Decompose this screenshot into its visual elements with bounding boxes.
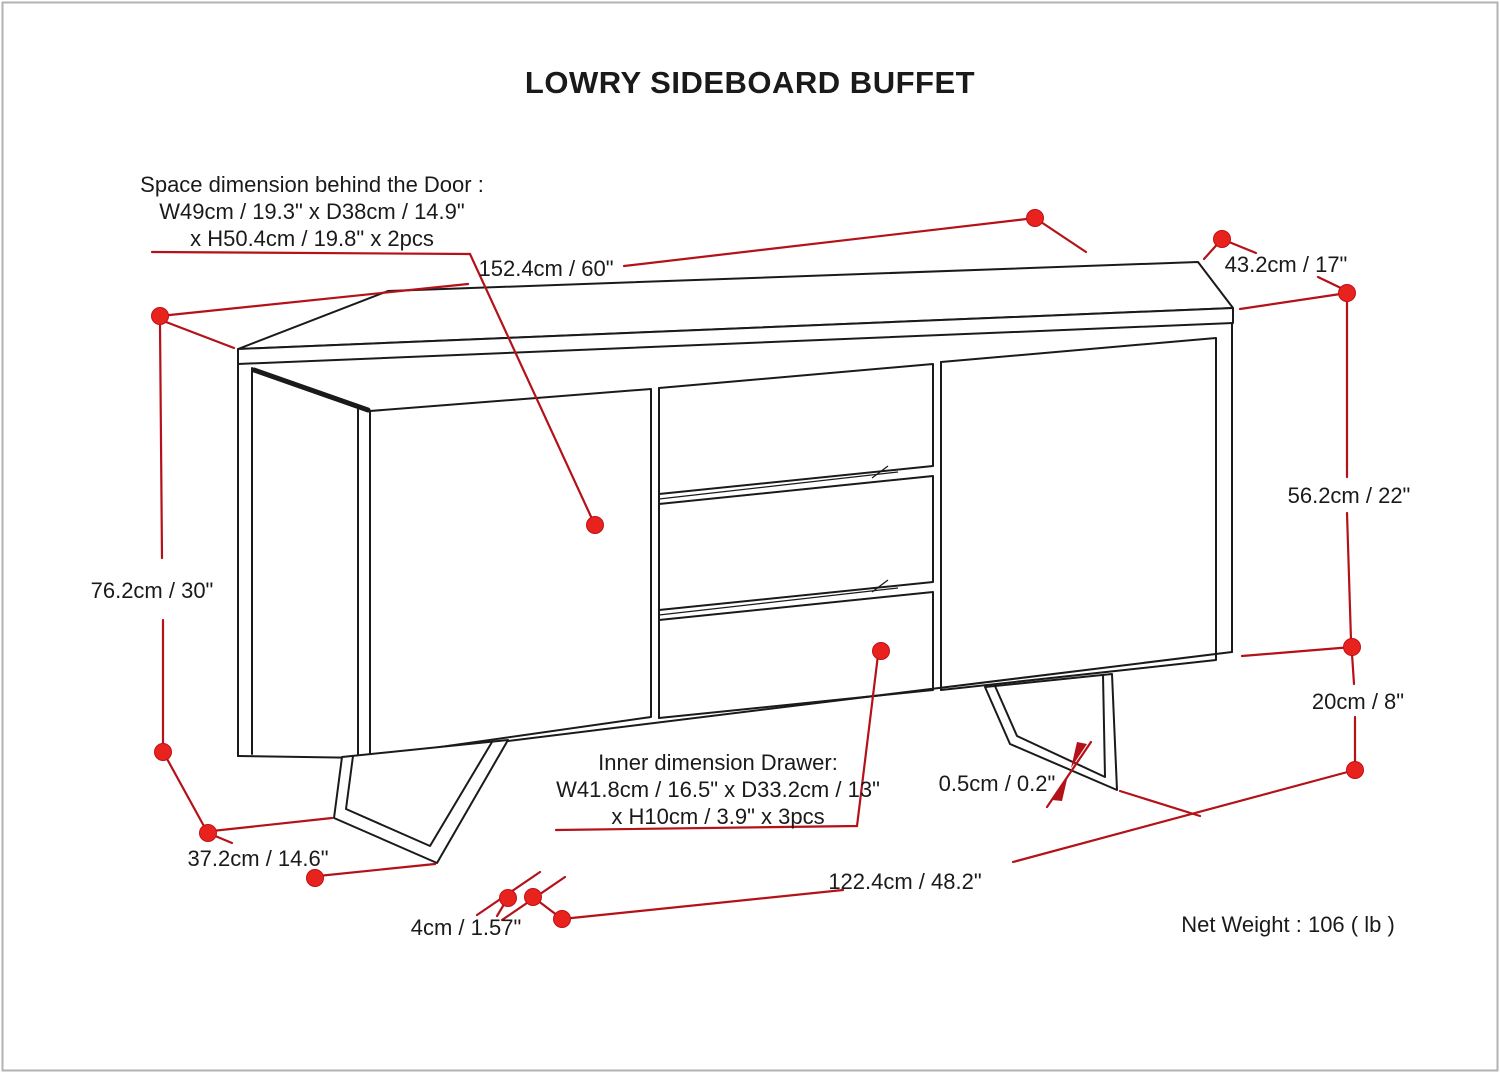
- right-door: [941, 338, 1216, 690]
- dim-overall-depth-label: 43.2cm / 17": [1224, 252, 1348, 277]
- top-shadow-edge: [254, 370, 368, 410]
- dimension-dot: [200, 825, 217, 842]
- note-space-behind-door-line3: x H50.4cm / 19.8" x 2pcs: [190, 226, 434, 251]
- net-weight-label: Net Weight : 106 ( lb ): [1181, 912, 1395, 937]
- dimension-dot: [1027, 210, 1044, 227]
- dimension-dot: [1347, 762, 1364, 779]
- diagram-title: LOWRY SIDEBOARD BUFFET: [524, 65, 976, 100]
- note-inner-drawer-line3: x H10cm / 3.9" x 3pcs: [611, 804, 825, 829]
- dim-leg-thickness-label: 0.5cm / 0.2": [938, 771, 1056, 796]
- dim-leg-bar-width-label: 4cm / 1.57": [410, 915, 522, 940]
- note-space-behind-door-line2: W49cm / 19.3" x D38cm / 14.9": [159, 199, 465, 224]
- dim-leg-height-label: 20cm / 8": [1311, 689, 1405, 714]
- dimension-dot: [525, 889, 542, 906]
- dimension-dot: [554, 911, 571, 928]
- dimension-dot: [307, 870, 324, 887]
- note-inner-drawer-line1: Inner dimension Drawer:: [598, 750, 838, 775]
- dimension-dot: [500, 890, 517, 907]
- dimension-dot: [1339, 285, 1356, 302]
- drawer-top: [659, 364, 933, 494]
- dim-overall-width-label: 152.4cm / 60": [478, 256, 614, 281]
- dim-body-height-label: 56.2cm / 22": [1287, 483, 1411, 508]
- dimension-dot: [1214, 231, 1231, 248]
- left-door: [370, 389, 651, 757]
- dimension-dot: [1344, 639, 1361, 656]
- dim-overall-height-label: 76.2cm / 30": [90, 578, 214, 603]
- dimension-dot: [587, 517, 604, 534]
- dim-leg-span-label: 122.4cm / 48.2": [828, 869, 982, 894]
- dim-leg-runner-depth-label: 37.2cm / 14.6": [187, 846, 329, 871]
- dimension-dot: [152, 308, 169, 325]
- drawer-middle: [659, 476, 933, 610]
- dimension-dot: [873, 643, 890, 660]
- note-inner-drawer-line2: W41.8cm / 16.5" x D33.2cm / 13": [556, 777, 880, 802]
- note-space-behind-door-line1: Space dimension behind the Door :: [140, 172, 484, 197]
- dimension-dot: [155, 744, 172, 761]
